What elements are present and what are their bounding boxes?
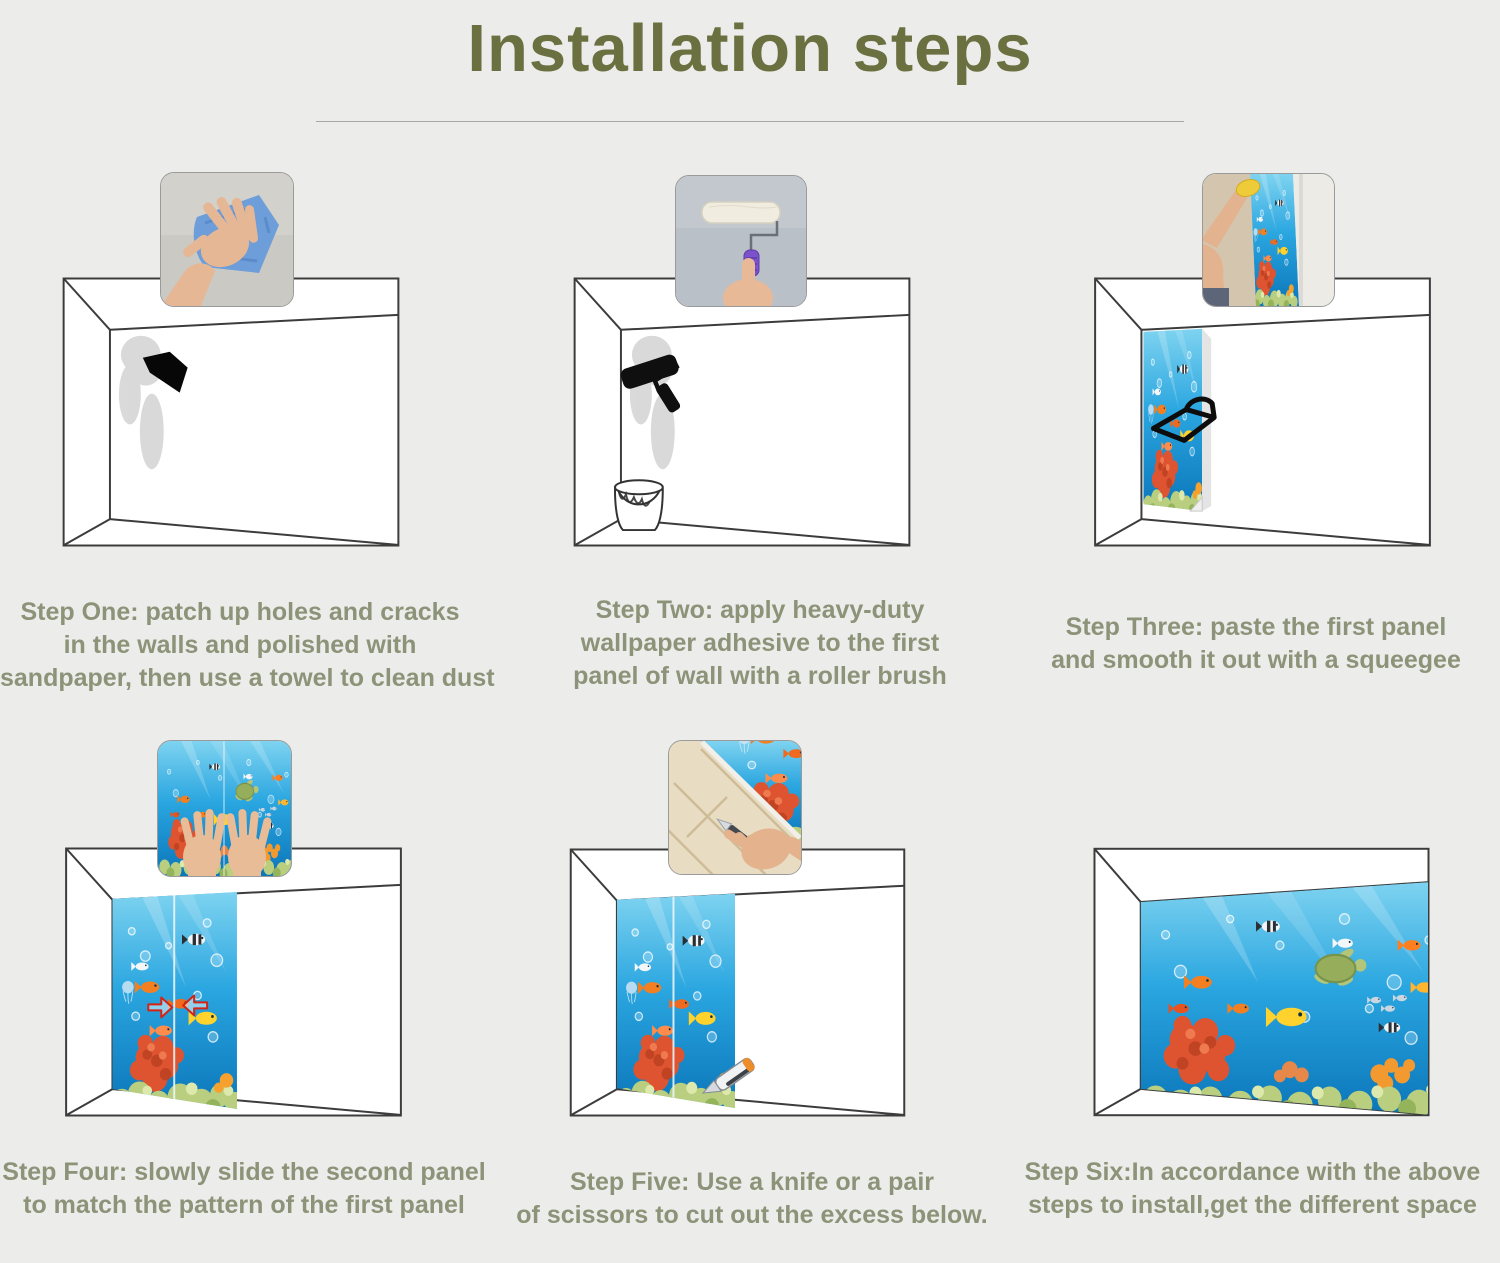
photo-paint-roller [675, 175, 807, 307]
caption-line: to match the pattern of the first panel [23, 1191, 465, 1219]
caption-line: steps to install,get the different space [1028, 1191, 1477, 1219]
two-wallpaper-panels [112, 892, 243, 1117]
photo-pasting-first-panel [1202, 173, 1335, 307]
caption-line: Step Three: paste the first panel [1065, 613, 1447, 641]
caption-line: in the walls and polished with [63, 631, 417, 659]
title-divider [316, 121, 1184, 122]
step-two-caption [520, 594, 1000, 693]
caption-line: and smooth it out with a squeegee [1051, 646, 1461, 674]
step-one-wall-diagram [62, 277, 400, 547]
page-title: Installation steps [467, 11, 1033, 86]
caption-line: Step One: patch up holes and cracks [20, 598, 460, 626]
photo-cutting-excess [668, 740, 802, 875]
first-wallpaper-panel [1143, 329, 1207, 519]
wallpaper-strip [1250, 174, 1299, 306]
step-one-caption [0, 596, 495, 695]
caption-line: Step Two: apply heavy-duty [595, 596, 925, 624]
caption-line: sandpaper, then use a towel to clean dust [0, 664, 495, 692]
step-three-wall-diagram [1093, 277, 1432, 547]
photo-hand-wiping-wall [160, 172, 294, 307]
caption-line: wallpaper adhesive to the first [580, 629, 940, 657]
step-two-wall-diagram [573, 277, 911, 547]
jeans [1203, 288, 1229, 306]
caption-line: Step Six:In accordance with the above [1024, 1158, 1481, 1186]
caption-line: of scissors to cut out the excess below. [516, 1201, 988, 1229]
step-five-caption [508, 1166, 996, 1232]
glue-bucket-icon [615, 480, 663, 530]
caption-line: panel of wall with a roller brush [573, 662, 947, 690]
step-six-caption [1005, 1156, 1500, 1222]
step-four-wall-diagram [64, 847, 403, 1117]
step-five-wall-diagram [568, 848, 907, 1117]
step-three-caption [1012, 611, 1500, 677]
step-six-wall-diagram [1093, 847, 1430, 1117]
step-four-caption [0, 1156, 488, 1222]
caption-line: Step Five: Use a knife or a pair [569, 1168, 934, 1196]
full-wall-mural [1141, 882, 1430, 1117]
caption-line: Step Four: slowly slide the second panel [2, 1158, 486, 1186]
photo-hands-sliding-panels [157, 740, 292, 877]
